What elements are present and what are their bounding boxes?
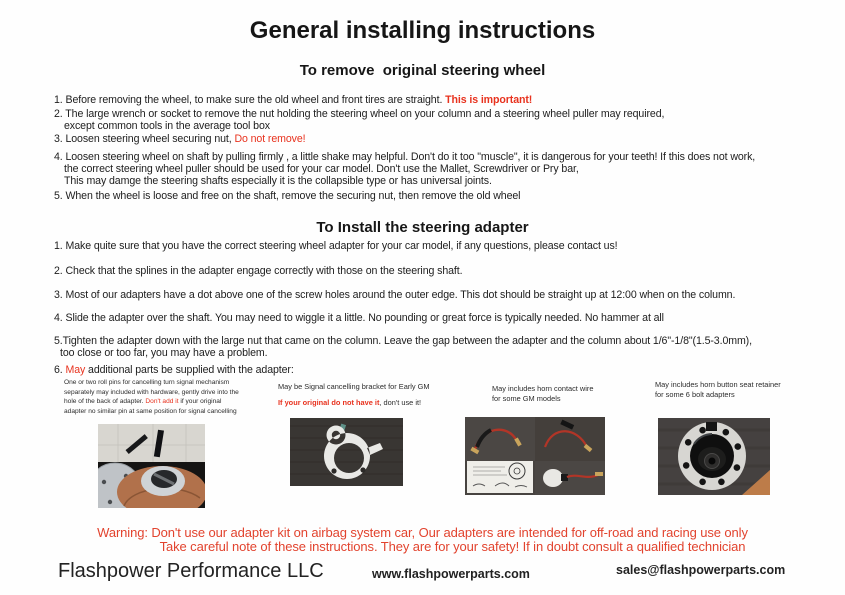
install-item-5-line-1: 5.Tighten the adapter down with the large nut that came on the column. Leave the gap between the adapter and the column about 1/6"-1/8"(1.5-3.0mm), [54, 335, 752, 347]
note-horn-wire-line-1: May includes horn contact wire [492, 384, 594, 393]
remove-item-3-highlight: Do not remove! [234, 133, 306, 145]
install-item-2: 2. Check that the splines in the adapter engage correctly with those on the steering shaft. [54, 265, 463, 277]
hub-retainer-photo [658, 418, 770, 495]
note-roll-pins-line-2: separately may included with hardware, gently drive into the [64, 388, 239, 396]
horn-wire-photo [465, 417, 605, 495]
remove-item-5: 5. When the wheel is loose and free on the shaft, remove the securing nut, then remove the old wheel [54, 190, 521, 202]
remove-item-3 [54, 133, 841, 145]
install-item-1: 1. Make quite sure that you have the correct steering wheel adapter for your car model, if any questions, please contact us! [54, 240, 618, 252]
warning-line-1: Warning: Don't use our adapter kit on airbag system car, Our adapters are intended for off-road and racing use only [97, 525, 748, 540]
page-title: General installing instructions [249, 17, 596, 44]
install-item-6-pre: 6. [54, 364, 66, 376]
install-item-6-post: additional parts be supplied with the adapter: [85, 364, 294, 376]
install-item-3: 3. Most of our adapters have a dot above one of the screw holes around the outer edge. This dot should be straight up at 12:00 when on the column. [54, 289, 736, 301]
signal-bracket-photo [290, 418, 403, 486]
note-roll-pins-line-3-pre: hole of the back of adapter. [64, 398, 146, 406]
email-address: sales@flashpowerparts.com [616, 563, 786, 577]
roll-pins-photo [98, 424, 205, 508]
note-horn-wire-line-2: for some GM models [492, 393, 561, 403]
remove-item-2-line-2: except common tools in the average tool box [64, 120, 270, 132]
note-signal-bracket-highlight: If your original do not have it [278, 397, 380, 407]
note-roll-pins-line-4: adapter no similar pin at same position for signal cancelling [64, 407, 237, 415]
remove-item-2-line-1: 2. The large wrench or socket to remove the nut holding the steering wheel on your column and a steering wheel puller may required, [54, 108, 665, 120]
note-signal-bracket-line-1: May be Signal cancelling bracket for Early GM [278, 382, 430, 391]
install-item-5-line-2: too close or too far, you may have a problem. [60, 347, 268, 359]
horn-wire-photo-image [465, 417, 605, 495]
remove-item-2 [54, 108, 841, 132]
install-item-6 [54, 364, 841, 376]
note-horn-wire [492, 384, 637, 404]
install-item-4: 4. Slide the adapter over the shaft. You may need to wiggle it a little. No pounding or great force is typically needed. No hammer at all [54, 312, 664, 324]
remove-item-4-line-2: the correct steering wheel puller should be used for your car model. Don't use the Mallet, Screwdriver or Pry bar, [64, 163, 579, 175]
install-item-5 [54, 335, 841, 359]
remove-item-1-highlight: This is important! [445, 94, 533, 106]
hub-retainer-photo-image [658, 418, 770, 495]
note-signal-bracket-line-2 [278, 398, 443, 408]
remove-section-heading: To remove original steering wheel [299, 62, 546, 79]
note-signal-bracket-line-2-rest: , don't use it! [379, 397, 422, 407]
install-item-6-highlight: May [65, 364, 86, 376]
remove-item-4-line-3: This may damge the steering shafts especially it is the collapsible type or has universal joints. [64, 175, 492, 187]
remove-item-4 [54, 151, 841, 187]
company-name: Flashpower Performance LLC [58, 560, 324, 582]
signal-bracket-photo-image [290, 418, 403, 486]
note-roll-pins [64, 378, 239, 416]
install-section-heading: To Install the steering adapter [316, 219, 529, 236]
note-roll-pins-line-1: One or two roll pins for cancelling turn signal mechanism [64, 379, 230, 386]
remove-item-3-text: 3. Loosen steering wheel securing nut, [54, 133, 235, 145]
website-url: www.flashpowerparts.com [372, 567, 530, 581]
note-seat-retainer [655, 380, 815, 400]
roll-pins-photo-image [98, 424, 205, 508]
remove-item-4-line-1: 4. Loosen steering wheel on shaft by pulling firmly , a little shake may helpful. Don't do it too "muscle", it is dangerous for your teeth! If this does not work, [54, 151, 756, 163]
note-seat-retainer-line-2: for some 6 bolt adapters [655, 389, 735, 399]
note-seat-retainer-line-1: May includes horn button seat retainer [655, 380, 781, 389]
note-roll-pins-line-3-post: if your original [178, 398, 222, 406]
warning-line-2: Take careful note of these instructions. They are for your safety! If in doubt consult a qualified technician [159, 539, 746, 554]
note-signal-bracket [278, 382, 443, 408]
note-roll-pins-line-3 [64, 397, 239, 407]
remove-item-1-text: 1. Before removing the wheel, to make sure the old wheel and front tires are straight. [54, 94, 446, 106]
remove-item-1 [54, 94, 841, 106]
note-roll-pins-highlight: Don't add it [145, 398, 179, 406]
